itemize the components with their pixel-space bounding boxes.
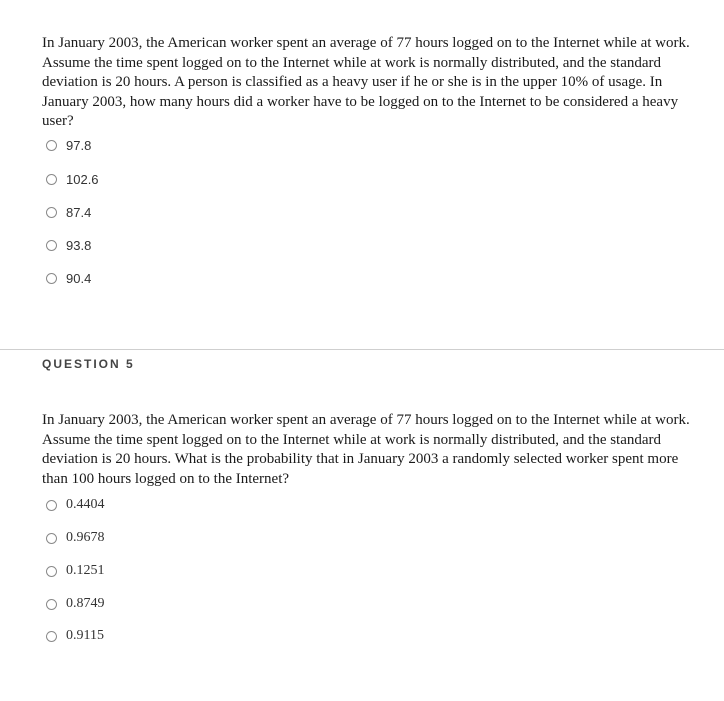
question-5-option-2[interactable]	[46, 528, 105, 548]
option-label: 0.1251	[66, 563, 105, 578]
option-label: 87.4	[66, 204, 92, 220]
radio-button[interactable]	[46, 174, 57, 185]
radio-button[interactable]	[46, 140, 57, 151]
radio-button[interactable]	[46, 631, 57, 642]
option-label: 0.8749	[66, 596, 105, 611]
option-label: 93.8	[66, 237, 92, 253]
question-5-option-1[interactable]	[46, 495, 105, 515]
question-5-option-3[interactable]	[46, 561, 105, 581]
radio-button[interactable]	[46, 240, 57, 251]
question-5-text: In January 2003, the American worker spent an average of 77 hours logged on to the Internet while at work. Assume the time spent logged on to the Internet while at work is normally distributed, and the standard deviation is 20 hours. What is the probability that in January 2003 a randomly selected worker spent more than 100 hours logged on to the Internet?	[42, 412, 690, 487]
option-label: 97.8	[66, 137, 92, 153]
radio-button[interactable]	[46, 500, 57, 511]
question-divider	[0, 349, 724, 350]
option-label: 0.9678	[66, 530, 105, 545]
question-4-option-3[interactable]	[46, 202, 91, 222]
radio-button[interactable]	[46, 273, 57, 284]
option-label: 102.6	[66, 171, 99, 187]
question-5-header: QUESTION 5	[42, 357, 135, 371]
question-5-option-5[interactable]	[46, 626, 104, 646]
option-label: 90.4	[66, 270, 92, 286]
option-label: 0.4404	[66, 497, 105, 512]
radio-button[interactable]	[46, 566, 57, 577]
question-4-option-4[interactable]	[46, 235, 91, 255]
question-5-option-4[interactable]	[46, 594, 105, 614]
option-label: 0.9115	[66, 628, 104, 643]
radio-button[interactable]	[46, 207, 57, 218]
question-4-option-1[interactable]	[46, 135, 91, 155]
question-4-text: In January 2003, the American worker spent an average of 77 hours logged on to the Internet while at work. Assume the time spent logged on to the Internet while at work is normally distributed, and the standard deviation is 20 hours. A person is classified as a heavy user if he or she is in the upper 10% of usage. In January 2003, how many hours did a worker have to be logged on to the Internet to be considered a heavy user?	[42, 35, 690, 130]
question-4-option-5[interactable]	[46, 268, 91, 288]
radio-button[interactable]	[46, 533, 57, 544]
radio-button[interactable]	[46, 599, 57, 610]
question-4-option-2[interactable]	[46, 169, 99, 189]
